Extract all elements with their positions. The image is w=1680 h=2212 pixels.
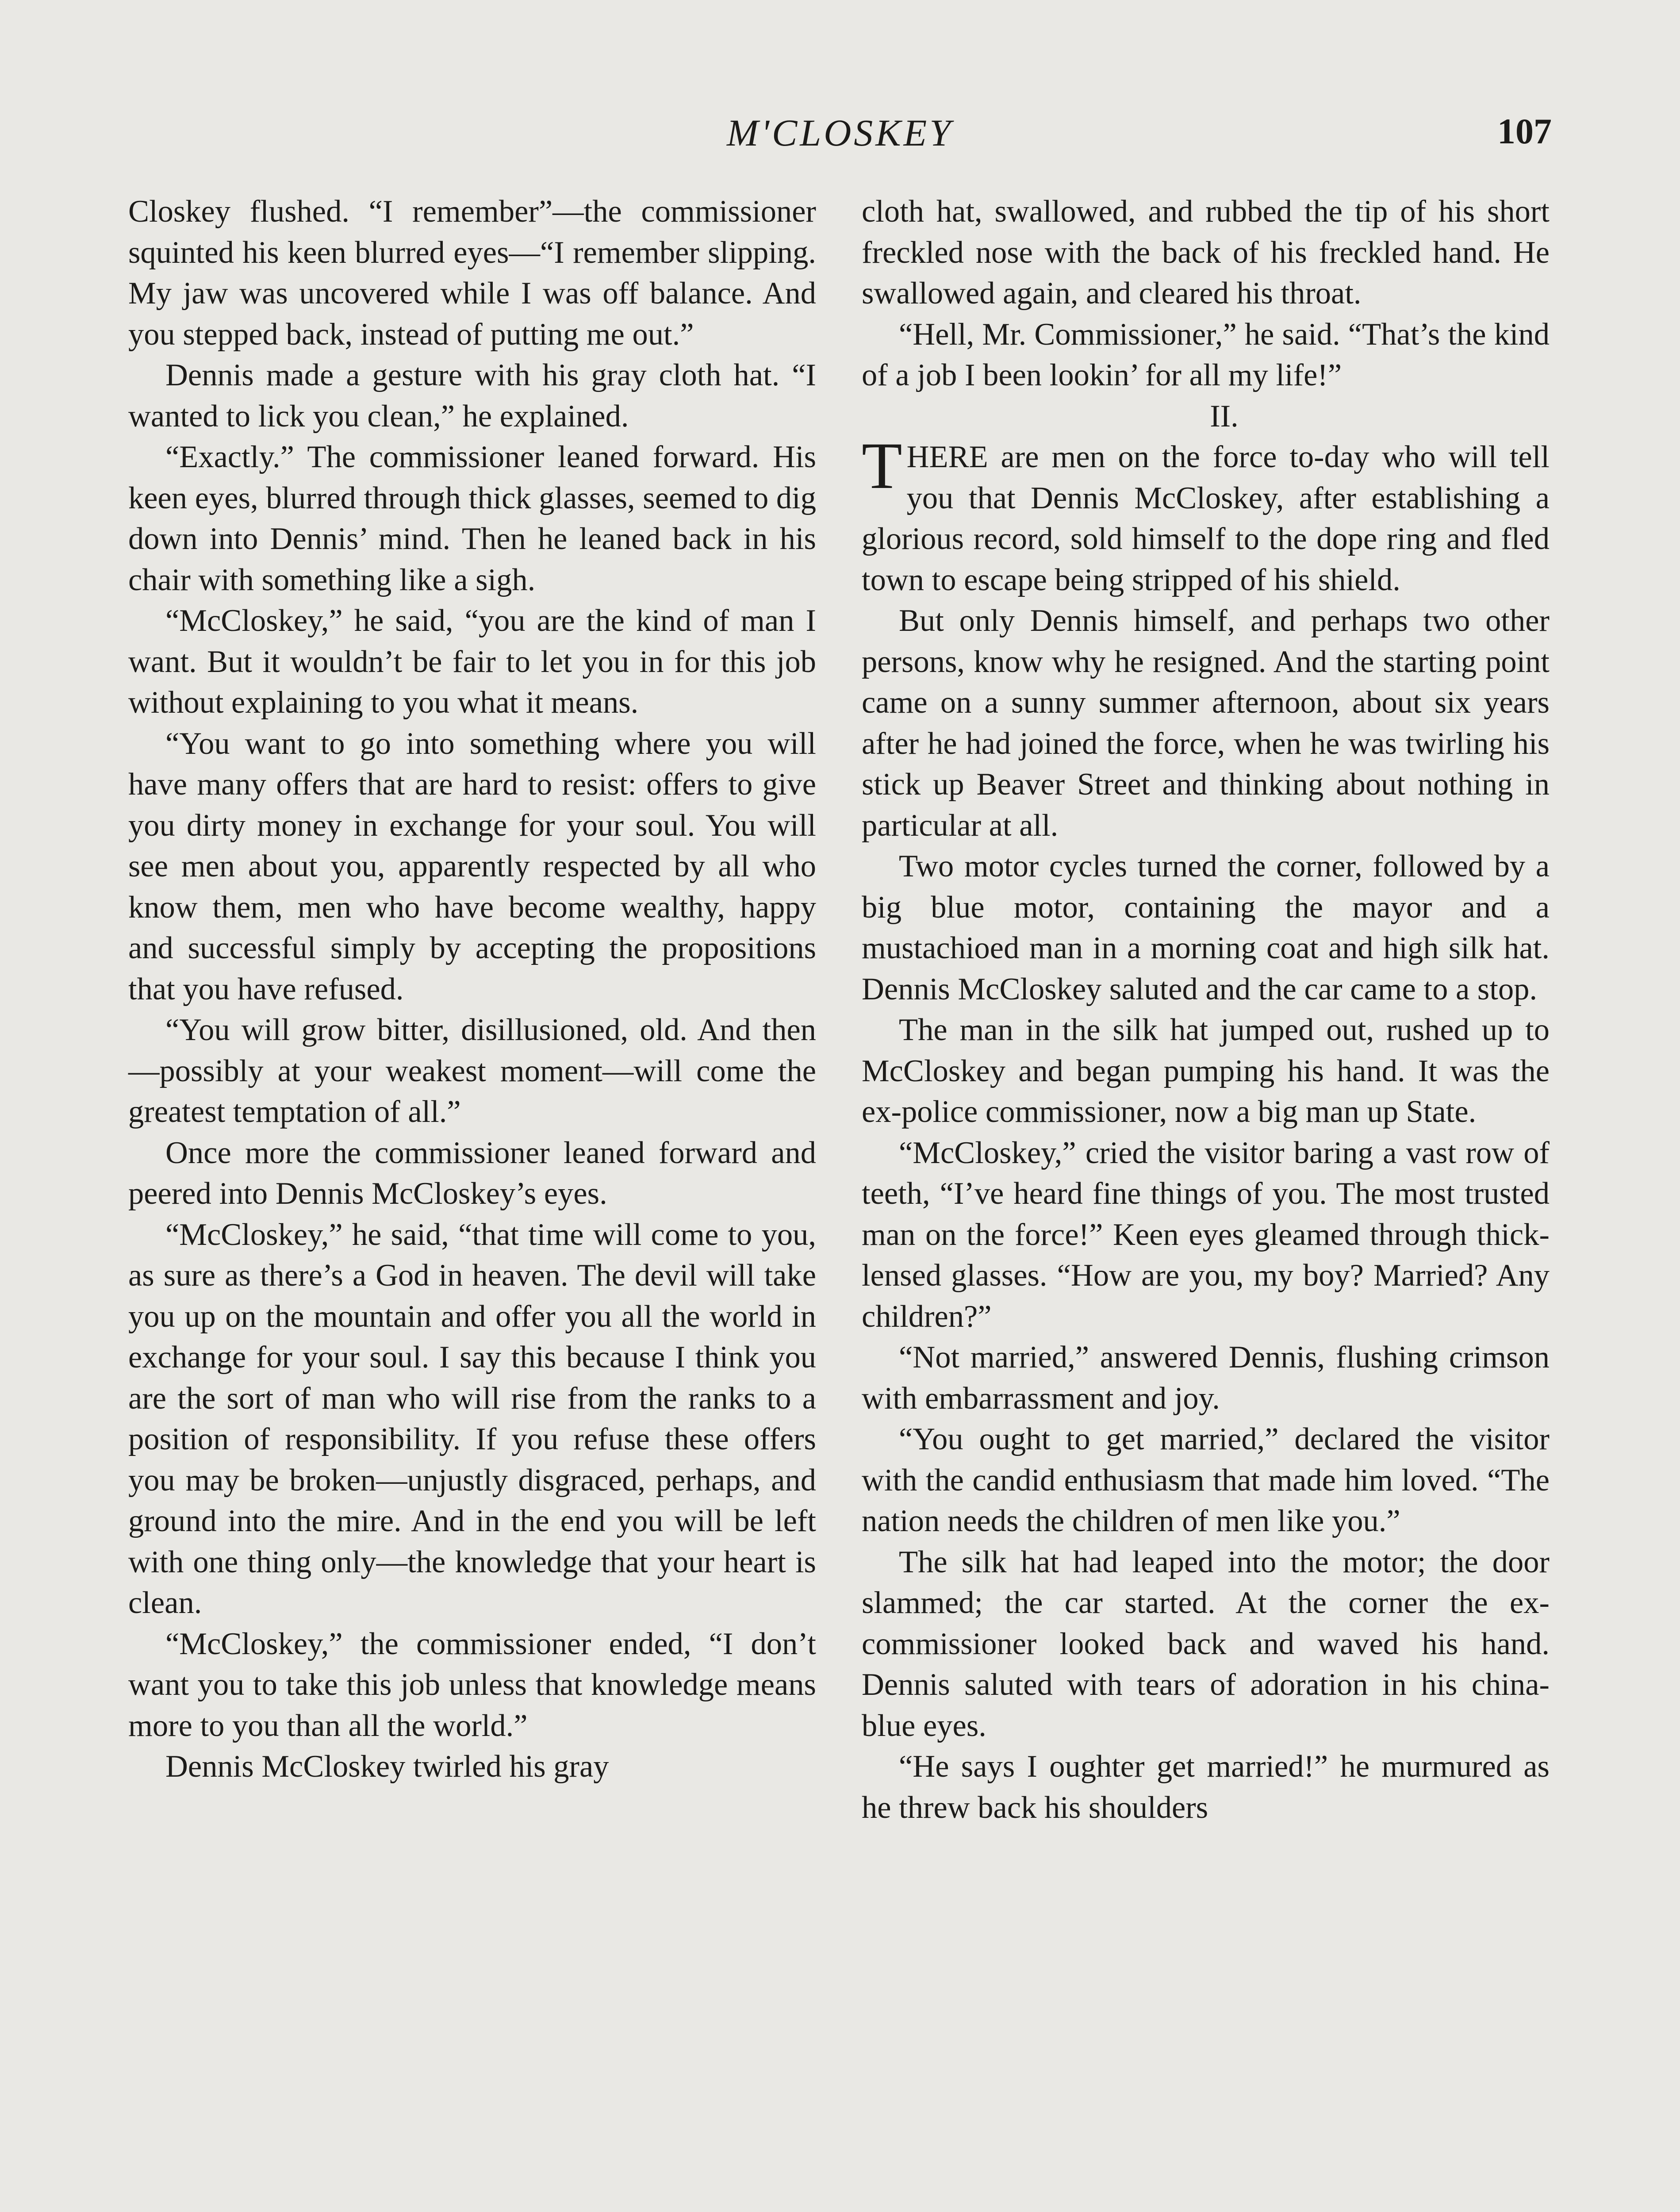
paragraph: “Not married,” answered Dennis, flushing crimson with embarrassment and joy. bbox=[862, 1340, 1550, 1416]
paragraph: “McCloskey,” he said, “that time will come to you, as sure as there’s a God in heaven. The devil will take you up on the mountain and offer you all the world in exchange for your soul. I say this because I think you are the sort of man who will rise from the ranks to a position of responsibility. If you refuse these offers you may be broken—unjustly disgraced, perhaps, and ground into the mire. And in the end you will be left with one thing only—the knowledge that your heart is clean. bbox=[128, 1217, 816, 1620]
paragraph: cloth hat, swallowed, and rubbed the tip of his short freckled nose with the back of his freckled hand. He swallowed again, and cleared his throat. bbox=[862, 194, 1550, 311]
paragraph: “You will grow bitter, disillusioned, old. And then—possibly at your weakest moment—will come the greatest temptation of all.” bbox=[128, 1013, 816, 1129]
paragraph: “McCloskey,” he said, “you are the kind of man I want. But it wouldn’t be fair to let you in for this job without explaining to you what it means. bbox=[128, 603, 816, 720]
paragraph: “You ought to get married,” declared the visitor with the candid enthusiasm that made him loved. “The nation needs the children of men like you.” bbox=[862, 1422, 1550, 1538]
right-column bbox=[862, 191, 1550, 1828]
drop-cap: T bbox=[862, 429, 902, 503]
paragraph: “Hell, Mr. Commissioner,” he said. “That’s the kind of a job I been lookin’ for all my life!” bbox=[862, 317, 1550, 392]
section-numeral: II. bbox=[1210, 399, 1239, 434]
running-title: M'CLOSKEY bbox=[726, 111, 954, 154]
paragraph: “McCloskey,” cried the visitor baring a vast row of teeth, “I’ve heard fine things of you. The most trusted man on the force!” Keen eyes gleamed through thick-lensed glasses. “How are you, my boy? Married? Any children?” bbox=[862, 1135, 1550, 1334]
page-header bbox=[0, 111, 1680, 164]
left-column bbox=[128, 191, 816, 1787]
paragraph: “McCloskey,” the commissioner ended, “I don’t want you to take this job unless that knowledge means more to you than all the world.” bbox=[128, 1626, 816, 1743]
paragraph: Two motor cycles turned the corner, followed by a big blue motor, containing the mayor and a mustachioed man in a morning coat and high silk hat. Dennis McCloskey saluted and the car came to a stop. bbox=[862, 849, 1550, 1006]
paragraph: The man in the silk hat jumped out, rushed up to McCloskey and began pumping his hand. It was the ex-police commissioner, now a big man up State. bbox=[862, 1013, 1550, 1129]
paragraph: Dennis McCloskey twirled his gray bbox=[165, 1749, 609, 1784]
paragraph: “You want to go into something where you will have many offers that are hard to resist: offers to give you dirty money in exchange for your soul. You will see men about you, apparently respected by all who know them, men who have become wealthy, happy and successful simply by accepting the propositions that you have refused. bbox=[128, 726, 816, 1006]
paragraph: “He says I oughter get married!” he murmured as he threw back his shoulders bbox=[862, 1749, 1550, 1825]
paragraph: The silk hat had leaped into the motor; the door slammed; the car started. At the corner the ex-commissioner looked back and waved his hand. Dennis saluted with tears of adoration in his china-blue eyes. bbox=[862, 1544, 1550, 1743]
page-number: 107 bbox=[1497, 111, 1552, 151]
paragraph: “Exactly.” The commissioner leaned forward. His keen eyes, blurred through thick glasses, seemed to dig down into Dennis’ mind. Then he leaned back in his chair with something like a sigh. bbox=[128, 440, 816, 597]
paragraph: Once more the commissioner leaned forward and peered into Dennis McCloskey’s eyes. bbox=[128, 1135, 816, 1211]
section-opening-paragraph bbox=[862, 429, 1550, 600]
paragraph: But only Dennis himself, and perhaps two other persons, know why he resigned. And the starting point came on a sunny summer afternoon, about six years after he had joined the force, when he was twirling his stick up Beaver Street and thinking about nothing in particular at all. bbox=[862, 603, 1550, 843]
drop-cap-text: HERE are men on the force to-day who will tell you that Dennis McCloskey, after establishing a glorious record, sold himself to the dope ring and fled town to escape being stripped of his shield. bbox=[862, 440, 1550, 597]
paragraph: Dennis made a gesture with his gray cloth hat. “I wanted to lick you clean,” he explained. bbox=[128, 358, 816, 434]
paragraph: Closkey flushed. “I remember”—the commissioner squinted his keen blurred eyes—“I remember slipping. My jaw was uncovered while I was off balance. And you stepped back, instead of putting me out.” bbox=[128, 194, 816, 352]
